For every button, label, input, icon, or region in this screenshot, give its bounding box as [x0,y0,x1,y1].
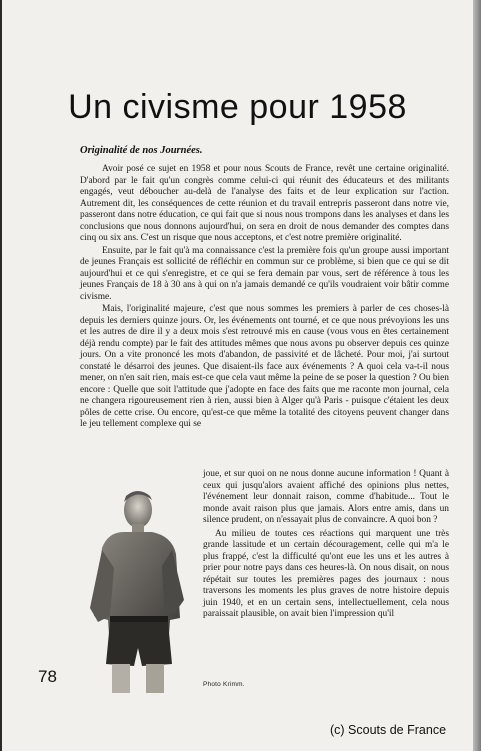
paragraph-1: Avoir posé ce sujet en 1958 et pour nous Scouts de France, revêt une certaine originalité. D'abord par le fait qu'un congrès comme celui-ci qui réunit des éducateurs et des militants engagés, veut déboucher au-delà de l'analyse des faits et de leur explication sur l'action. Autrement dit, les conséquences de cette réunion et du travail entrepris passeront dans notre vie, passeront dans notre éducation, ce qui fait que si nous nous trompons dans les analyses et dans les conclusions que nous donnons aujourd'hui, on sera en droit de nous demander des comptes dans cinq ou six ans. C'est un risque que nous acceptons, et c'est notre première originalité. [80,164,449,243]
scout-portrait-photo [80,488,190,693]
paragraph-3: Mais, l'originalité majeure, c'est que nous sommes les premiers à parler de ces choses-là depuis les derniers quinze jours. Or, les événements ont tourné, et ce que nous prévoyions les uns et les autres de dire il y a deux mois s'est retrouvé mis en cause (vous vous en êtes certainement déjà rendu compte) par le fait des attitudes mêmes que nous avons pu observer depuis ces quinze jours. On a vite prononcé les mots d'abandon, de passivité et de lâcheté. Pour moi, j'ai surtout constaté le désarroi des jeunes. Que disaient-ils face aux événements ? A quoi cela va-t-il nous mener, on n'en sait rien, mais est-ce que cela vaut même la peine de se poser la question ? Ou bien encore : Quelle que soit l'attitude que j'adopte en face des faits que me raconte mon journal, cela ne changera rigoureusement rien à rien, aussi bien à Alger qu'à Paris - puisque c'étaient les deux pôles de cette crise. Ou encore, qu'est-ce que même la totalité des citoyens peuvent changer dans le jeu tellement complexe qui se [80,304,449,429]
copyright-notice: (c) Scouts de France [330,723,447,737]
section-subheading: Originalité de nos Journées. [80,145,203,156]
article-title: Un civisme pour 1958 [68,88,407,126]
paragraph-2: Ensuite, par le fait qu'à ma connaissance c'est la première fois qu'un groupe aussi important de jeunes Français est sollicité de réfléchir en commun sur ce problème, si bien que ce qui se dit aujourd'hui et ce qui s'enregistre, et ce qui se fera demain par vous, sert de référence à tous les jeunes Français de 18 à 30 ans à qui on n'a jamais demandé ce qu'ils voudraient voir bâtir comme civisme. [80,245,449,302]
paragraph-3-continued: joue, et sur quoi on ne nous donne aucune information ! Quant à ceux qui jusqu'alors avaient affiché des opinions plus nettes, l'événement leur donnait raison, comme d'habitude... Tout le monde avait raison plus que jamais. Alors entre amis, dans un silence prudent, on n'essayait plus de convaincre. A quoi bon ? [203,469,449,525]
photo-caption: Photo Krimm. [203,681,245,688]
page-number: 78 [38,667,57,686]
article-body [80,164,449,431]
page-edge-shadow [473,0,481,751]
paragraph-4: Au milieu de toutes ces réactions qui marquent une très grande lassitude et un certain découragement, celle qui m'a le plus frappé, c'est la difficulté qu'ont eue les uns et les autres à prier pour notre pays dans ces heures-là. On nous disait, on nous répétait sur toutes les premières pages des journaux : nous traversons les moments les plus graves de notre histoire depuis juin 1940, et en un certain sens, intellectuellement, cela nous paraissait plausible, on avait bien l'impression qu'il [203,528,449,619]
magazine-page [2,0,473,751]
article-body-continued [203,469,449,621]
